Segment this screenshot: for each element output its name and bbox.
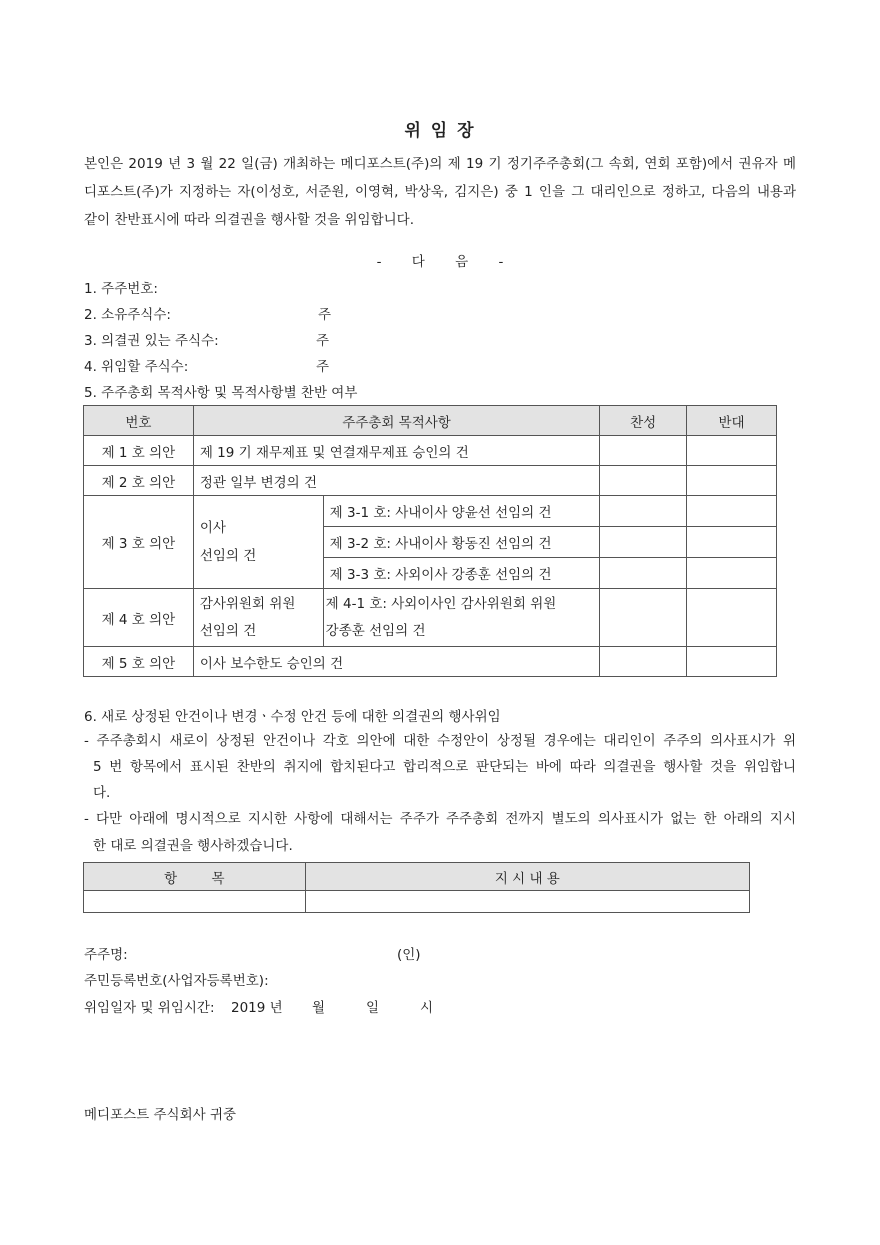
oppose-cell[interactable] xyxy=(687,558,777,589)
agenda-group-subject xyxy=(193,496,323,589)
delegation-hour: 시 xyxy=(420,1000,434,1016)
agenda-subject: 제 19 기 재무제표 및 연결재무제표 승인의 건 xyxy=(193,436,599,466)
instruction-table xyxy=(83,862,750,913)
voting-shares-unit: 주 xyxy=(316,333,330,349)
agenda-number: 제 2 호 의안 xyxy=(84,466,194,496)
item-agenda-heading: 5. 주주총회 목적사항 및 목적사항별 찬반 여부 xyxy=(84,385,358,401)
approve-cell[interactable] xyxy=(600,647,687,677)
header-oppose: 반대 xyxy=(687,406,777,436)
delegation-month: 월 xyxy=(312,1000,326,1016)
table-row xyxy=(84,891,750,913)
agenda-group-line: 선임의 건 xyxy=(199,622,257,639)
table-row xyxy=(84,466,777,496)
table-row xyxy=(84,589,777,647)
seal-mark: (인) xyxy=(397,947,421,963)
oppose-cell[interactable] xyxy=(687,527,777,558)
instruction-content-cell[interactable] xyxy=(305,891,749,913)
header-instruction: 지 시 내 용 xyxy=(305,863,749,891)
addressee: 메디포스트 주식회사 귀중 xyxy=(84,1107,237,1123)
registration-number-label: 주민등록번호(사업자등록번호): xyxy=(84,973,269,989)
header-approve: 찬성 xyxy=(600,406,687,436)
intro-paragraph xyxy=(84,150,796,234)
delegated-shares-unit: 주 xyxy=(316,359,330,375)
agenda-group-line: 이사 xyxy=(199,520,226,536)
shareholder-name-label: 주주명: xyxy=(84,947,128,963)
agenda-group-subject xyxy=(193,589,323,647)
bullet-line: - 주주총회시 새로이 상정된 안건이나 각호 의안에 대한 수정안이 상정될 경우에는 대리인이 주주의 의사표시가 위 xyxy=(84,733,796,749)
intro-line: 본인은 2019 년 3 월 22 일(금) 개최하는 메디포스트(주)의 제 19 기 정기주주총회(그 속회, 연회 포함)에서 권유자 메 xyxy=(84,156,796,172)
item-owned-shares: 2. 소유주식수: xyxy=(84,307,171,323)
bullet-line: 한 대로 의결권을 행사하겠습니다. xyxy=(93,838,293,854)
header-number: 번호 xyxy=(84,406,194,436)
agenda-number: 제 5 호 의안 xyxy=(84,647,194,677)
table-row xyxy=(84,647,777,677)
agenda-sub-line: 강종훈 선임의 건 xyxy=(325,622,426,639)
agenda-subject: 정관 일부 변경의 건 xyxy=(193,466,599,496)
item-shareholder-number: 1. 주주번호: xyxy=(84,281,158,297)
separator-label: - 다 음 - xyxy=(376,254,504,270)
agenda-sub-subject: 제 3-1 호: 사내이사 양윤선 선임의 건 xyxy=(323,496,600,527)
agenda-group-line: 감사위원회 위원 xyxy=(199,595,296,612)
intro-line: 같이 찬반표시에 따라 의결권을 행사할 것을 위임합니다. xyxy=(84,212,414,228)
agenda-group-line: 선임의 건 xyxy=(199,548,257,564)
agenda-sub-line: 제 4-1 호: 사외이사인 감사위원회 위원 xyxy=(325,595,557,612)
approve-cell[interactable] xyxy=(600,589,687,647)
new-agenda-bullet-2 xyxy=(84,806,796,860)
intro-line: 디포스트(주)가 지정하는 자(이성호, 서준원, 이영혁, 박상욱, 김지은) 중 1 인을 그 대리인으로 정하고, 다음의 내용과 xyxy=(84,184,796,200)
agenda-sub-subject xyxy=(323,589,600,647)
document-title: 위 임 장 xyxy=(404,121,476,141)
agenda-subject: 이사 보수한도 승인의 건 xyxy=(193,647,599,677)
table-row xyxy=(84,436,777,466)
bullet-line: 다. xyxy=(93,785,111,801)
agenda-table xyxy=(83,405,777,677)
instruction-item-cell[interactable] xyxy=(84,891,306,913)
bullet-line: - 다만 아래에 명시적으로 지시한 사항에 대해서는 주주가 주주총회 전까지 별도의 의사표시가 없는 한 아래의 지시 xyxy=(84,811,796,827)
oppose-cell[interactable] xyxy=(687,647,777,677)
item-delegated-shares: 4. 위임할 주식수: xyxy=(84,359,189,375)
oppose-cell[interactable] xyxy=(687,496,777,527)
table-row xyxy=(84,496,777,527)
approve-cell[interactable] xyxy=(600,496,687,527)
agenda-number: 제 3 호 의안 xyxy=(84,496,194,589)
agenda-number: 제 4 호 의안 xyxy=(84,589,194,647)
item-new-agenda-heading: 6. 새로 상정된 안건이나 변경ㆍ수정 안건 등에 대한 의결권의 행사위임 xyxy=(84,709,501,725)
agenda-sub-subject: 제 3-2 호: 사내이사 황동진 선임의 건 xyxy=(323,527,600,558)
oppose-cell[interactable] xyxy=(687,466,777,496)
delegation-day: 일 xyxy=(366,1000,380,1016)
bullet-line: 5 번 항목에서 표시된 찬반의 취지에 합치된다고 합리적으로 판단되는 바에 따라 의결권을 행사할 것을 위임합니 xyxy=(93,759,796,775)
new-agenda-bullet-1 xyxy=(84,728,796,806)
agenda-number: 제 1 호 의안 xyxy=(84,436,194,466)
approve-cell[interactable] xyxy=(600,436,687,466)
oppose-cell[interactable] xyxy=(687,436,777,466)
delegation-date-label: 위임일자 및 위임시간: xyxy=(84,1000,215,1016)
header-item: 항 목 xyxy=(84,863,306,891)
oppose-cell[interactable] xyxy=(687,589,777,647)
header-agenda: 주주총회 목적사항 xyxy=(193,406,599,436)
approve-cell[interactable] xyxy=(600,558,687,589)
delegation-year: 2019 년 xyxy=(231,1000,283,1016)
agenda-header-row xyxy=(84,406,777,436)
approve-cell[interactable] xyxy=(600,527,687,558)
owned-shares-unit: 주 xyxy=(318,307,332,323)
agenda-sub-subject: 제 3-3 호: 사외이사 강종훈 선임의 건 xyxy=(323,558,600,589)
instruction-header-row xyxy=(84,863,750,891)
item-voting-shares: 3. 의결권 있는 주식수: xyxy=(84,333,219,349)
approve-cell[interactable] xyxy=(600,466,687,496)
